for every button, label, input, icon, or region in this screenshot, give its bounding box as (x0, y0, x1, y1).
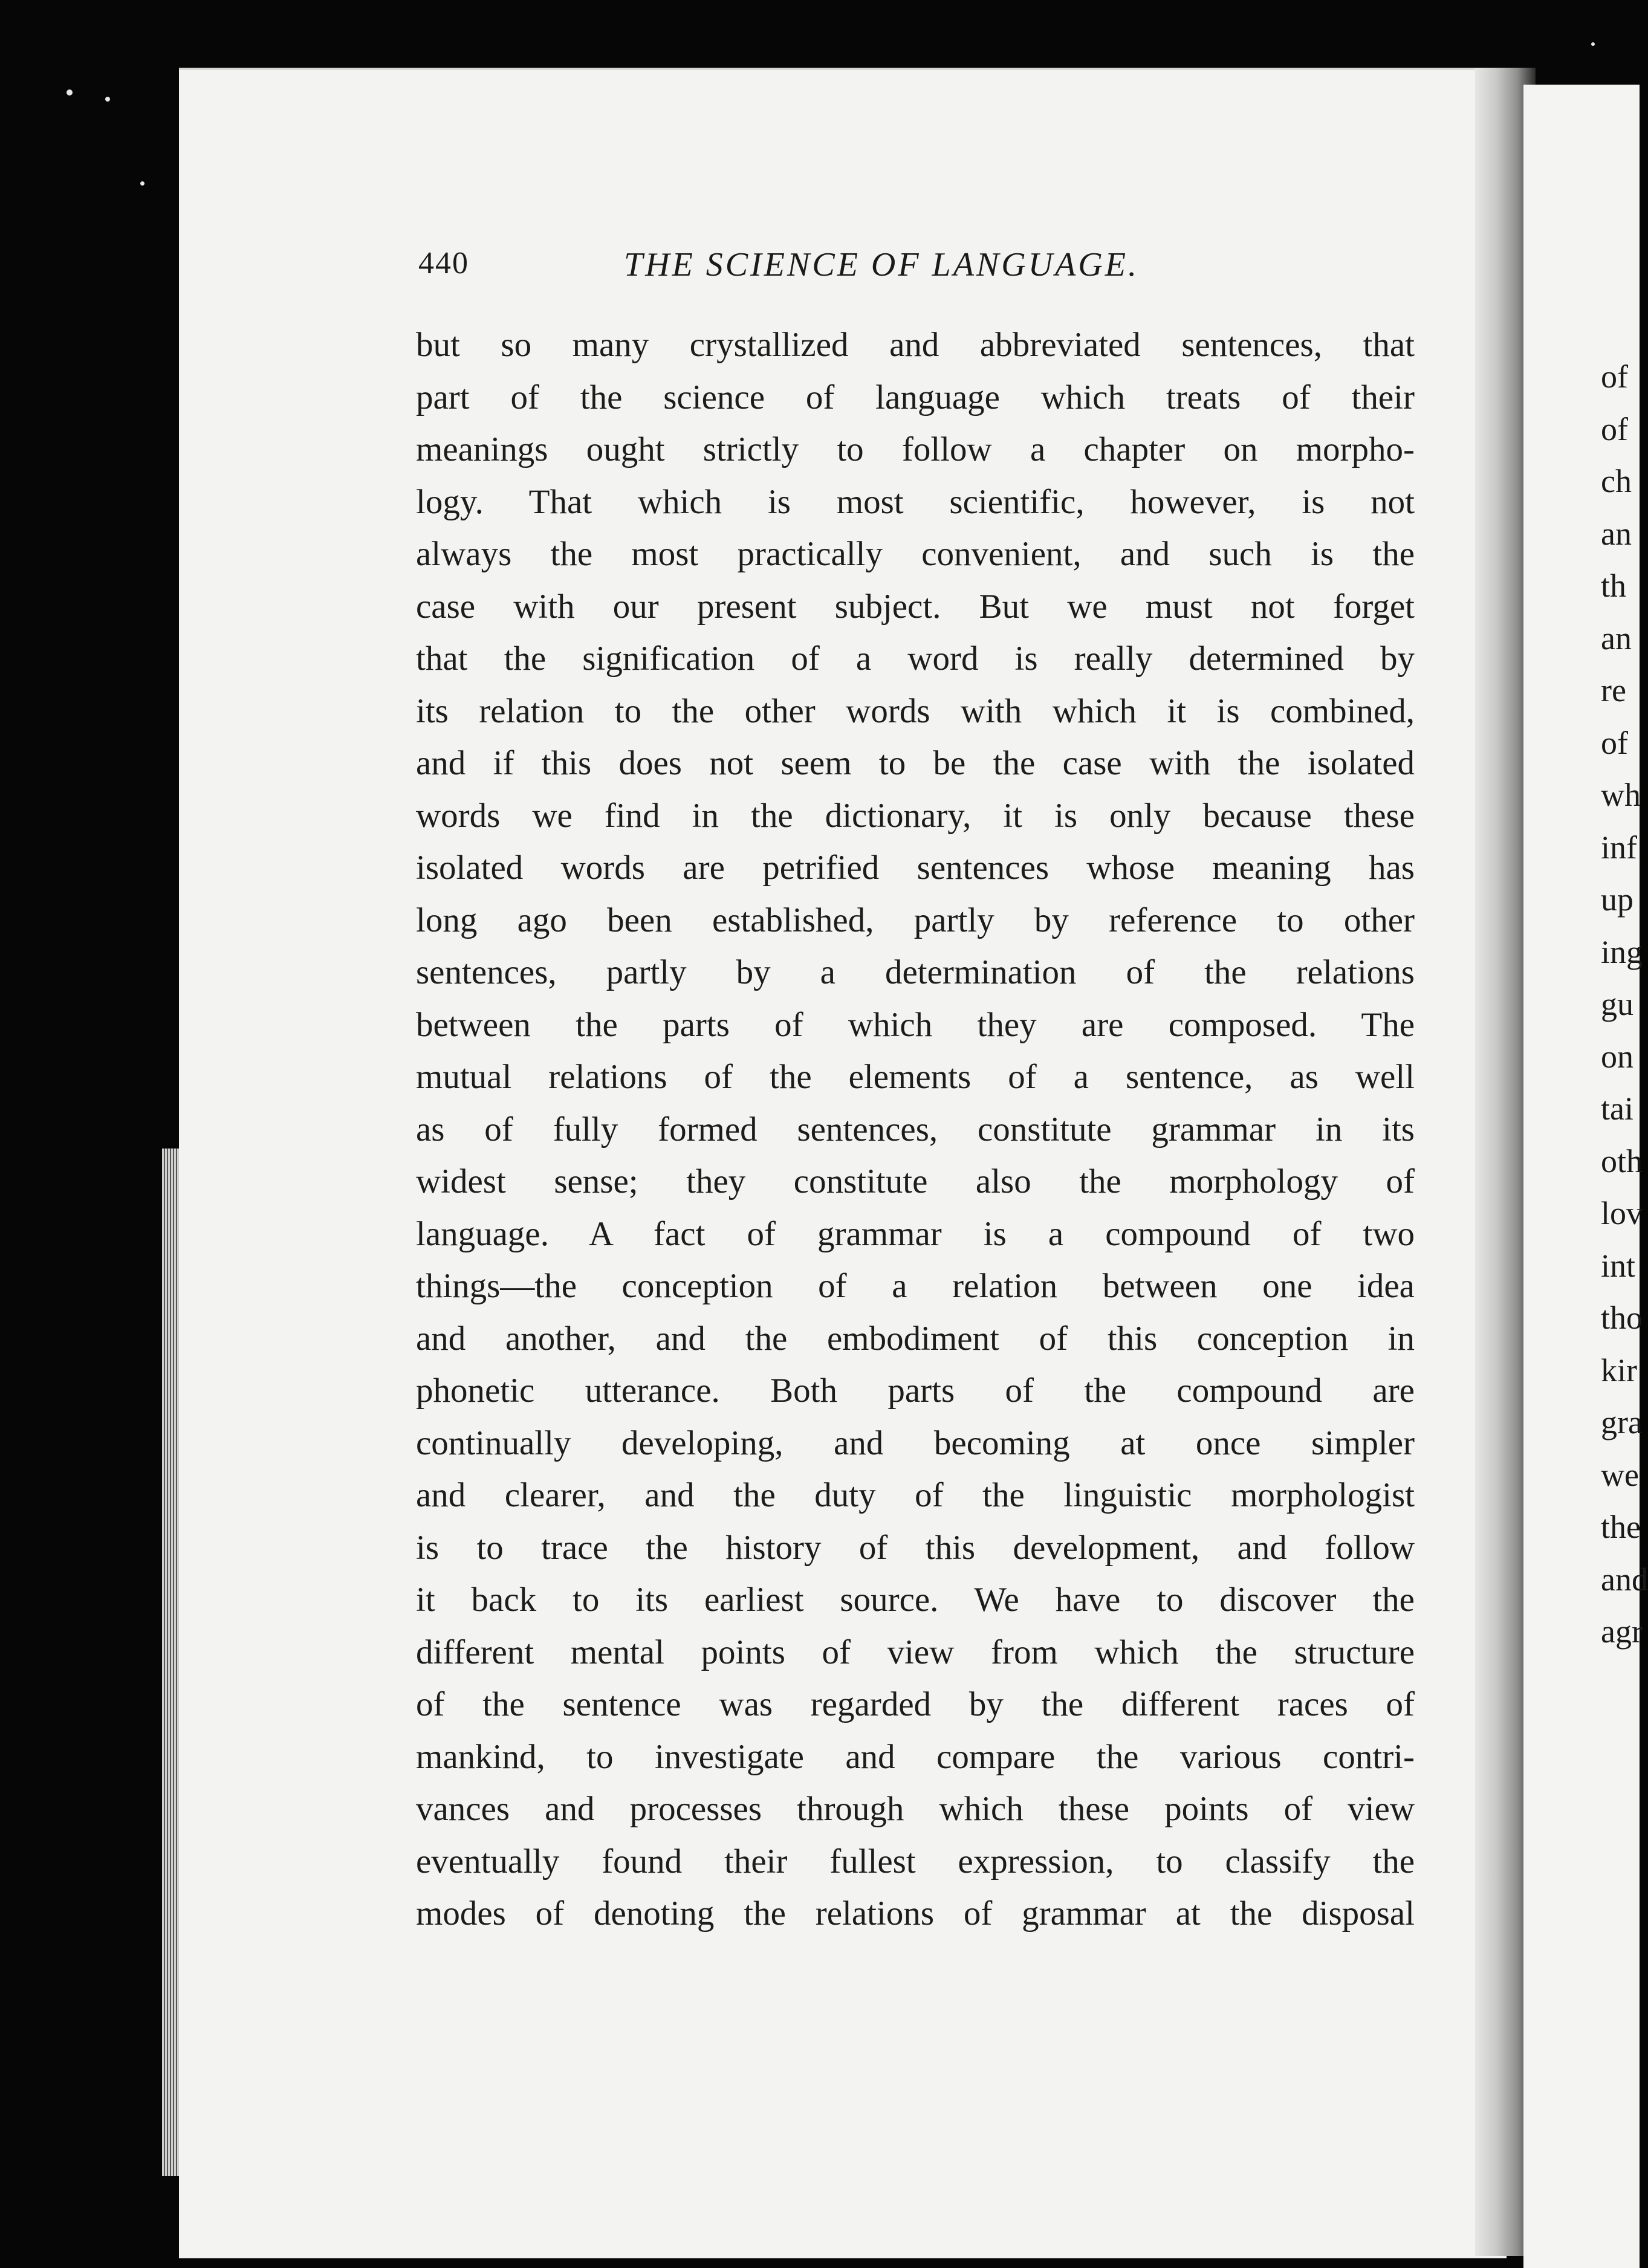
facing-line: lov (1601, 1195, 1643, 1231)
page-number: 440 (418, 246, 469, 280)
text-line: language. A fact of grammar is a compound of two (416, 1214, 1415, 1253)
facing-line: th (1601, 568, 1627, 604)
scan-speck (105, 97, 110, 102)
text-line: mankind, to investigate and compare the various contri- (416, 1737, 1415, 1776)
text-line: is to trace the history of this development, and follow (416, 1528, 1415, 1567)
facing-line: tai (1601, 1090, 1633, 1127)
facing-line: gra (1601, 1404, 1643, 1440)
text-line: and another, and the embodiment of this conception in (416, 1319, 1415, 1358)
facing-line: the (1601, 1509, 1641, 1545)
text-line: between the parts of which they are composed. The (416, 1005, 1415, 1044)
facing-line: an (1601, 515, 1632, 552)
text-line: as of fully formed sentences, constitute grammar in its (416, 1110, 1415, 1149)
facing-line: we (1601, 1456, 1639, 1493)
facing-line: on (1601, 1038, 1633, 1075)
text-line: different mental points of view from which the structure (416, 1633, 1415, 1671)
text-line: always the most practically convenient, and such is the (416, 535, 1415, 573)
text-line: it back to its earliest source. We have to discover the (416, 1581, 1415, 1619)
facing-line: and (1601, 1561, 1648, 1598)
text-line: and if this does not seem to be the case with the isolated (416, 744, 1415, 782)
facing-line: of (1601, 410, 1628, 447)
text-line: vances and processes through which these points of view (416, 1790, 1415, 1828)
facing-line: of (1601, 724, 1628, 761)
facing-line: tho (1601, 1300, 1643, 1336)
facing-page-text (1601, 351, 1648, 1658)
text-line: things—the conception of a relation between one idea (416, 1267, 1415, 1305)
text-line: logy. That which is most scientific, however, is not (416, 482, 1415, 521)
text-line: meanings ought strictly to follow a chapter on morpho- (416, 430, 1415, 468)
text-line: of the sentence was regarded by the different races of (416, 1685, 1415, 1723)
text-line: phonetic utterance. Both parts of the compound are (416, 1372, 1415, 1410)
scan-speck (140, 181, 144, 186)
facing-line: gu (1601, 986, 1633, 1022)
text-line: that the signification of a word is really determined by (416, 640, 1415, 678)
text-line: modes of denoting the relations of grammar at the disposal (416, 1894, 1415, 1933)
text-line: continually developing, and becoming at once simpler (416, 1424, 1415, 1462)
text-line: long ago been established, partly by reference to other (416, 901, 1415, 939)
facing-line: an (1601, 620, 1632, 656)
text-line: but so many crystallized and abbreviated sentences, that (416, 326, 1415, 364)
scan-speck (1591, 42, 1595, 46)
scan-speck (67, 89, 73, 96)
text-line: eventually found their fullest expression, to classify the (416, 1842, 1415, 1881)
running-title: THE SCIENCE OF LANGUAGE. (624, 246, 1139, 284)
facing-line: inf (1601, 829, 1637, 866)
facing-line: oth (1601, 1142, 1643, 1179)
facing-line: up (1601, 881, 1633, 918)
facing-line: kir (1601, 1352, 1637, 1388)
facing-line: wh (1601, 777, 1641, 813)
text-line: sentences, partly by a determination of the relations (416, 953, 1415, 991)
facing-line: ing (1601, 933, 1643, 970)
text-line: case with our present subject. But we must not forget (416, 587, 1415, 626)
facing-line: agr (1601, 1613, 1643, 1650)
text-line: widest sense; they constitute also the morphology of (416, 1162, 1415, 1200)
running-head (418, 245, 1228, 288)
text-line: isolated words are petrified sentences whose meaning has (416, 849, 1415, 887)
text-line: mutual relations of the elements of a sentence, as well (416, 1058, 1415, 1096)
body-text (416, 319, 1415, 1940)
text-line: part of the science of language which treats of their (416, 378, 1415, 416)
facing-line: ch (1601, 463, 1632, 499)
facing-line: of (1601, 358, 1628, 395)
facing-line: re (1601, 672, 1626, 708)
text-line: and clearer, and the duty of the linguistic morphologist (416, 1476, 1415, 1514)
facing-line: int (1601, 1247, 1636, 1284)
text-line: words we find in the dictionary, it is only because these (416, 796, 1415, 835)
text-line: its relation to the other words with which it is combined, (416, 692, 1415, 730)
